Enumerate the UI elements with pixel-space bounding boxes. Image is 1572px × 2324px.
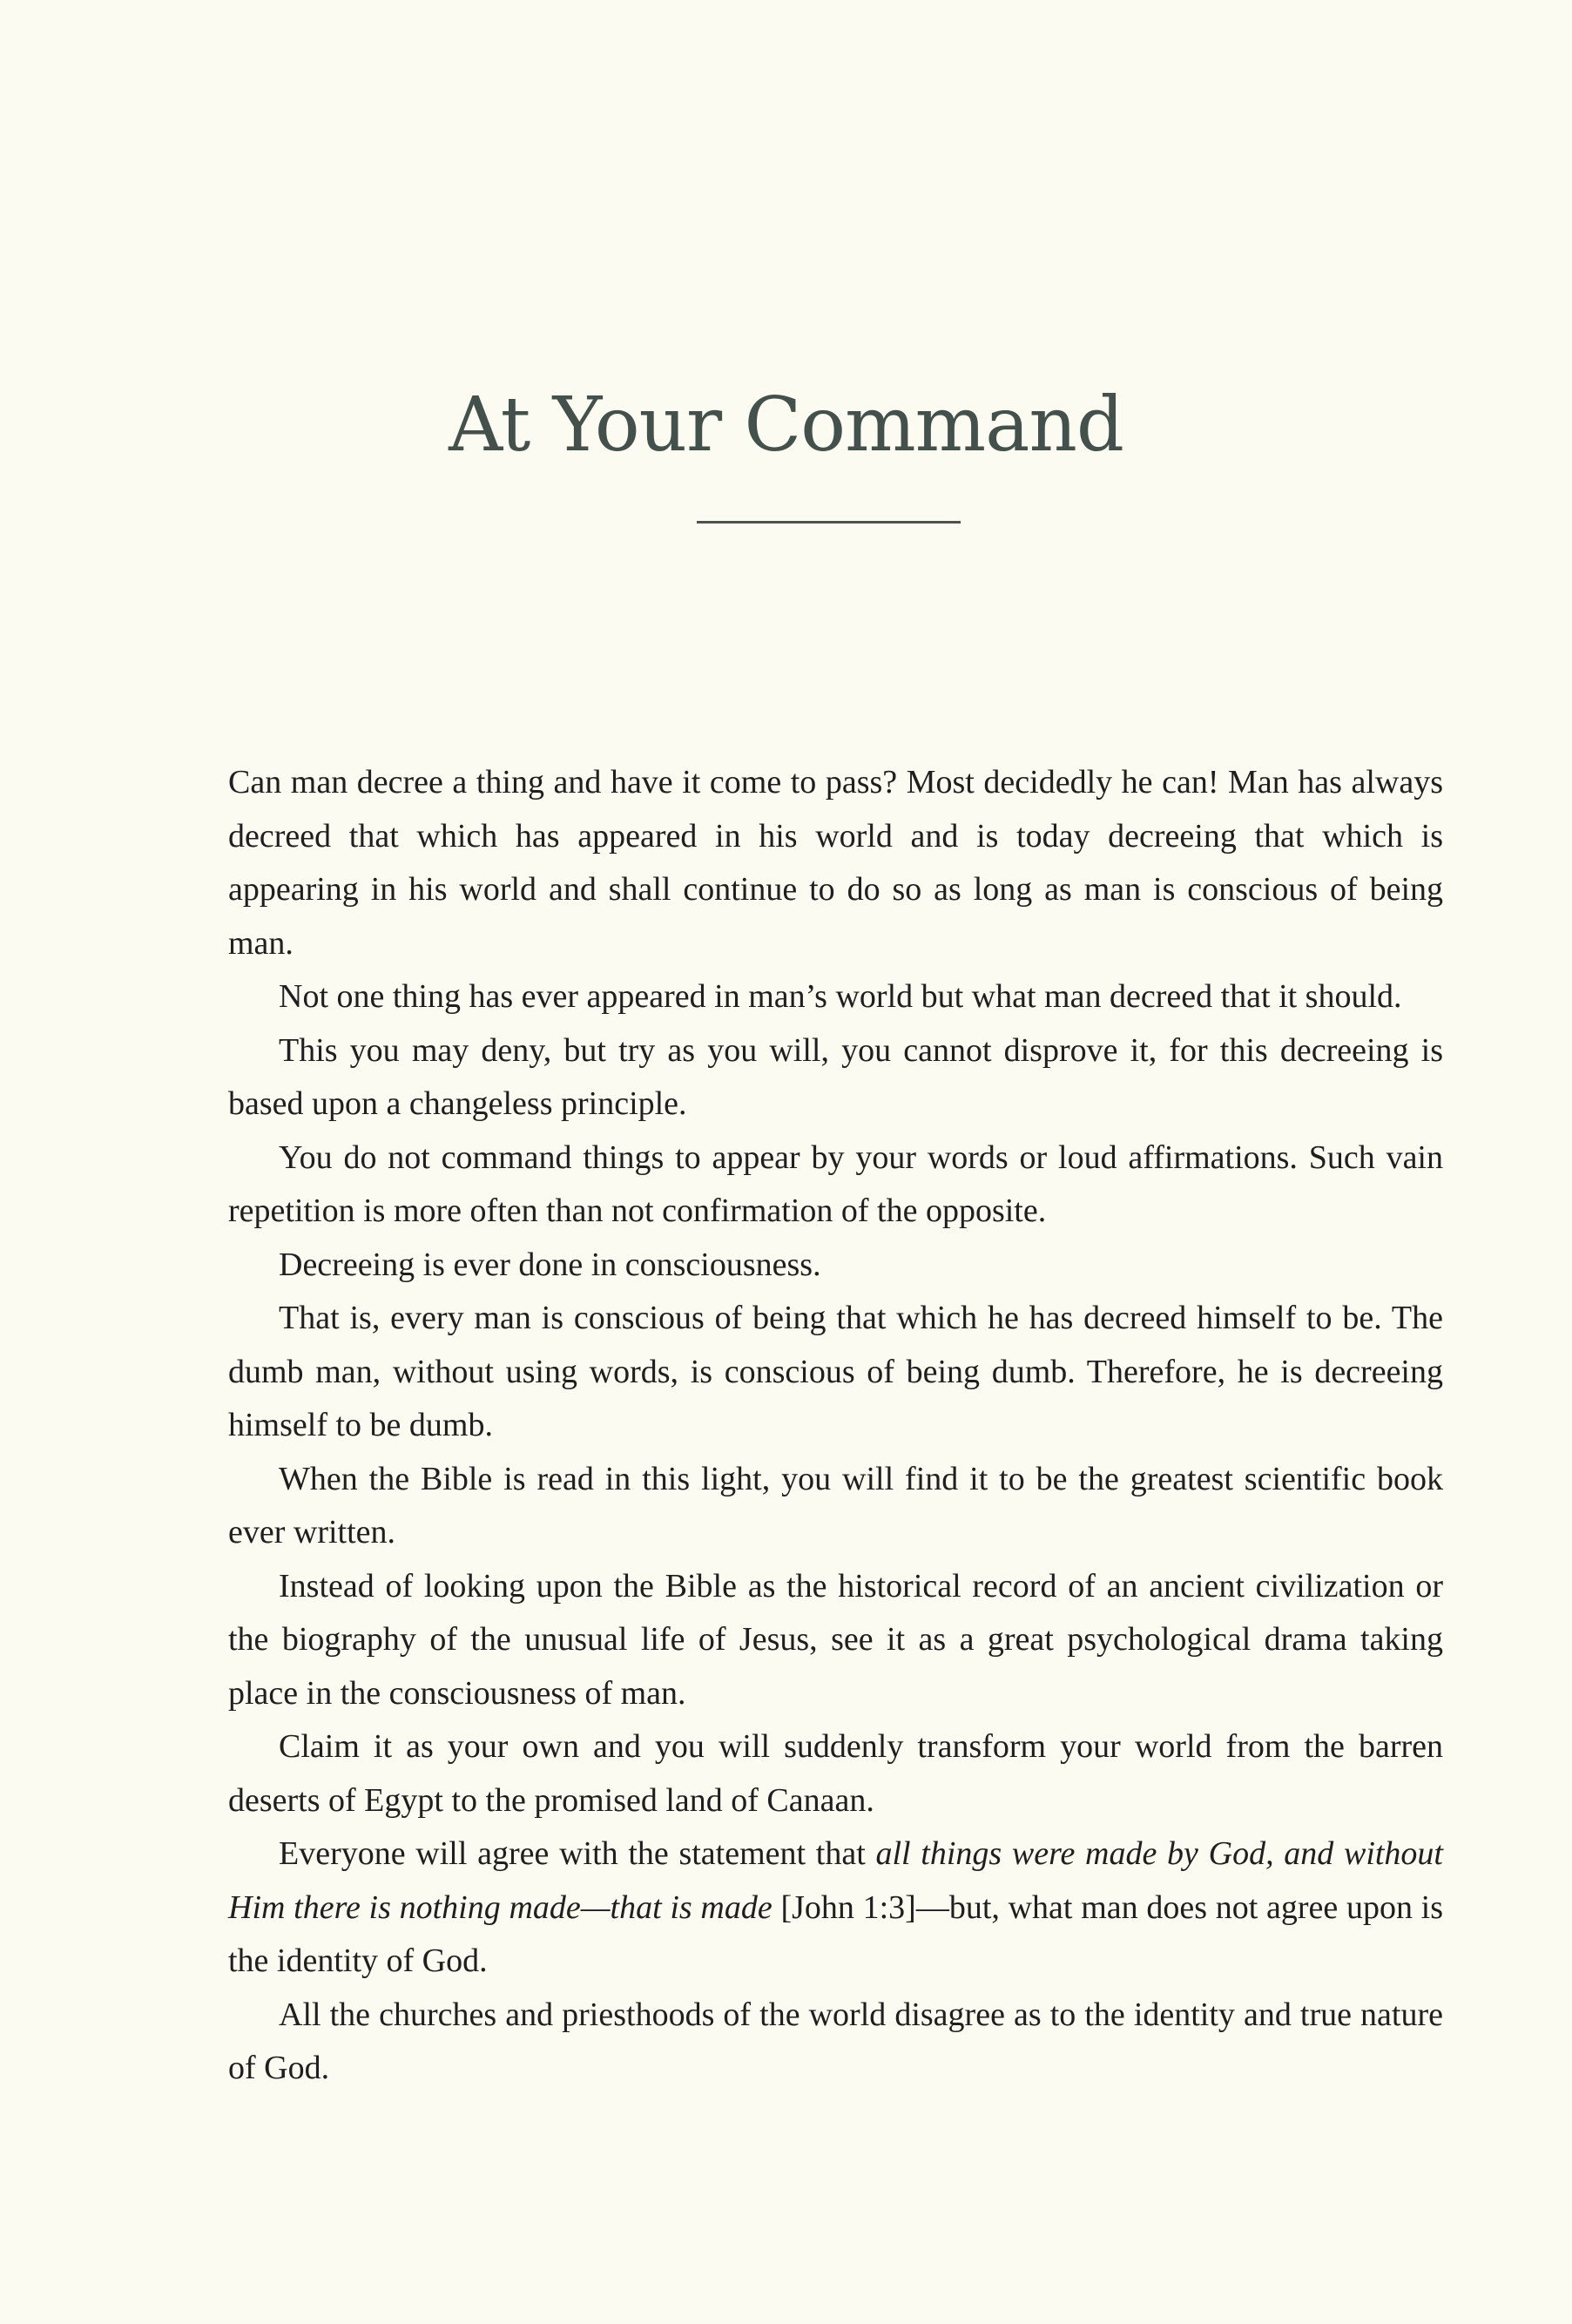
paragraph-lead: Everyone will agree with the statement that	[279, 1835, 876, 1872]
paragraph: Claim it as your own and you will suddenly transform your world from the barren deserts of Egypt to the promised land of Canaan.	[228, 1728, 1443, 1819]
paragraph-tail: [John 1:3]—but, what man does not agree upon is the identity of God.	[228, 1888, 1444, 1979]
paragraph: When the Bible is read in this light, you will find it to be the greatest scientific book ever written.	[228, 1460, 1443, 1550]
chapter-title: At Your Command	[449, 382, 1123, 469]
title-underline-rule	[697, 521, 961, 524]
paragraph: Not one thing has ever appeared in man’s world but what man decreed that it should.	[279, 978, 1402, 1015]
paragraph: You do not command things to appear by your words or loud affirmations. Such vain repetition is more often than not confirmation of the opposite.	[228, 1138, 1443, 1229]
paragraph: This you may deny, but try as you will, you cannot disprove it, for this decreeing is based upon a changeless principle.	[228, 1031, 1443, 1122]
paragraph: Can man decree a thing and have it come to pass? Most decidedly he can! Man has always decreed that which has appeared in his world and is today decreeing that which is appearing in his world and shall continue to do so as long as man is conscious of being man.	[228, 764, 1443, 962]
chapter-body	[228, 756, 1443, 2096]
paragraph: That is, every man is conscious of being that which he has decreed himself to be. The dumb man, without using words, is conscious of being dumb. Therefore, he is decreeing himself to be dumb.	[228, 1300, 1443, 1443]
paragraph: Instead of looking upon the Bible as the historical record of an ancient civilization or the biography of the unusual life of Jesus, see it as a great psychological drama taking place in the consciousness of man.	[228, 1567, 1443, 1712]
paragraph-with-scripture-quote	[228, 1827, 1443, 1989]
scripture-quote: all things were made by God, and without Him there is nothing made—that is made	[228, 1835, 1443, 1926]
paragraph: Decreeing is ever done in consciousness.	[279, 1246, 821, 1283]
paragraph: All the churches and priesthoods of the world disagree as to the identity and true nature of God.	[228, 1996, 1443, 2086]
